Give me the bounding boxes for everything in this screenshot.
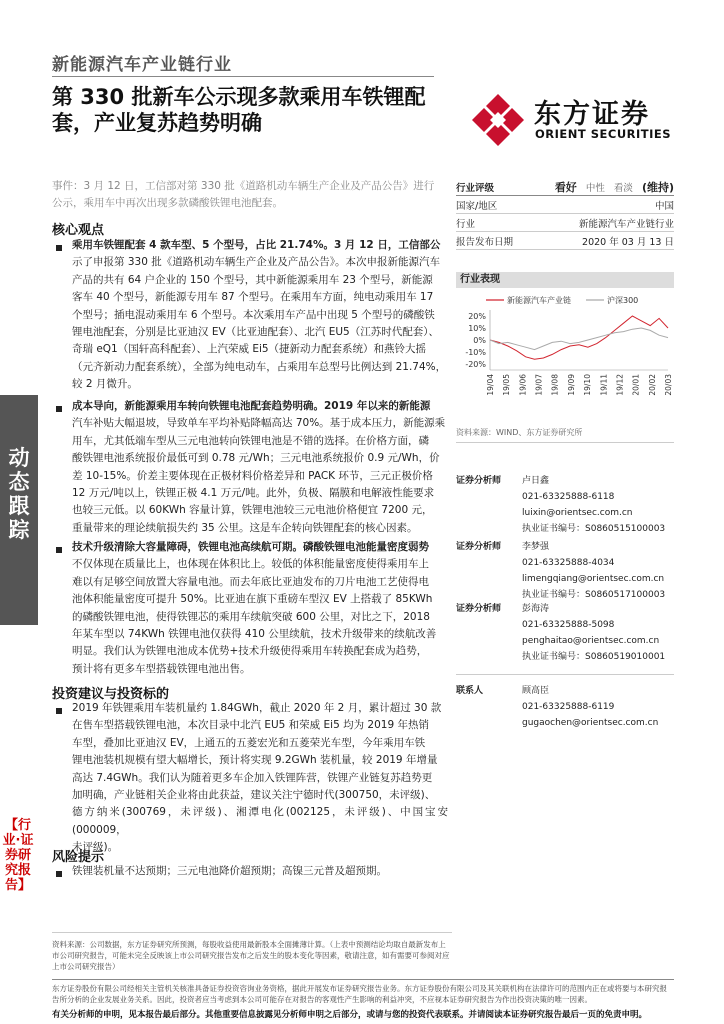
analyst-cert: 执业证书编号：S0860519010001 xyxy=(522,652,666,662)
bullet xyxy=(56,871,62,877)
x-tick-label: 20/01 xyxy=(631,374,641,396)
trend-heading: 行业表现 xyxy=(456,272,674,288)
analyst-email[interactable]: luixin@orientsec.com.cn xyxy=(522,508,633,518)
x-tick-label: 19/12 xyxy=(615,374,625,396)
core-paragraph-2: 成本导向，新能源乘用车转向铁锂电池配套趋势明确。2019 年以来的新能源 汽车补贴大幅退坡，导致单车平均补贴降幅高达 70%。基于成本压力，新能源乘 用车，尤其低端车型从三元电池转向铁锂电池是不错的选择。在价格方面，磷 酸铁锂电池系统报价最低可到 0.78 元/Wh；三元电池系统报价 0.9 元/Wh，价 差 10-15%。价差主要体现在正极材料价格差异和 PACK 环节，三元正极价格 12 万元/吨以上，铁锂正极 4.1 万元/吨。此外，负极、隔膜和电解液性能要求 也较三元低。以 60KWh 容量计算，铁锂电池较三元电池价格便宜 7200 元， 重量带来的理论续航损失约 35 公里。这是车企转向铁锂配套的核心因素。 xyxy=(72,400,446,534)
contact-email[interactable]: gugaochen@orientsec.com.cn xyxy=(522,718,659,728)
analyst-card xyxy=(456,602,674,662)
disclaimer: 东方证券股份有限公司经相关主管机关核准具备证券投资咨询业务资格，据此开展发布证券研究报告业务。东方证券股份有限公司及其关联机构在法律许可的范围内正在或将要与本研究报告所分析的企业发展业务关系。因此，投资者应当考虑到本公司可能存在对报告的客观性产生影响的利益冲突，不应视本证券研究报告为作出投资决策的唯一因素。 xyxy=(52,984,667,1004)
info-label: 行业 xyxy=(456,218,476,230)
contact-phone: 021-63325888-6119 xyxy=(522,702,615,712)
analyst-name: 卢日鑫 xyxy=(522,476,550,486)
analyst-phone: 021-63325888-5098 xyxy=(522,620,615,630)
rating-neutral: 中性 xyxy=(585,182,605,194)
y-tick-label: -20% xyxy=(465,360,486,369)
divider xyxy=(456,674,674,675)
bullet xyxy=(56,547,62,553)
side-report-label: 【行业·证券研究报告】 xyxy=(2,818,34,893)
rating-table xyxy=(456,178,674,250)
contact-card xyxy=(456,684,674,734)
event-text: 事件：3 月 12 日，工信部对第 330 批《道路机动车辆生产企业及产品公告》进行公示，乘用车中再次出现多款磷酸铁锂电池配套。 xyxy=(52,180,435,209)
industry-title: 新能源汽车产业链行业 xyxy=(52,55,232,75)
x-tick-label: 19/04 xyxy=(486,374,495,396)
core-paragraph-1: 乘用车铁锂配套 4 款车型、5 个型号，占比 21.74%。3 月 12 日，工信部公 示了申报第 330 批《道路机动车辆生产企业及产品公告》。本次申报新能源汽车 产品的共有 64 户企业的 150 个型号，其中新能源乘用车 23 个型号，新能源 客车 40 个型号，新能源专用车 87 个型号。在乘用车方面，纯电动乘用车 17 个型号；插电混动乘用车 6 个型号。本次乘用车产品中出现 5 个型号的磷酸铁 锂电池配套，分别是比亚迪汉 EV（比亚迪配套）、北汽 EU5（江苏时代配套）、 奇瑞 eQ1（国轩高科配套）、上汽荣威 Ei5（捷新动力配套系统）和燕铃大摇 （元齐新动力配套系统），全部为纯电动车，占乘用车总型号比例达到 21.74%， 较 2 月微升。 xyxy=(72,239,447,391)
y-tick-label: 0% xyxy=(473,336,486,345)
analyst-role: 证券分析师 xyxy=(456,604,502,614)
analyst-name: 彭海涛 xyxy=(522,604,550,614)
x-tick-label: 19/07 xyxy=(534,374,544,396)
info-row xyxy=(456,196,674,214)
analyst-role: 证券分析师 xyxy=(456,542,502,552)
industry-performance-chart xyxy=(456,290,674,410)
analyst-email[interactable]: limengqiang@orientsec.com.cn xyxy=(522,574,665,584)
analyst-card xyxy=(456,540,674,600)
legend-label: 沪深300 xyxy=(607,296,639,305)
bullet xyxy=(56,245,62,251)
info-label: 国家/地区 xyxy=(456,200,498,212)
rating-status: (维持) xyxy=(641,180,674,194)
y-tick-label: 10% xyxy=(468,324,486,333)
chart-source: 资料来源：WIND、东方证券研究所 xyxy=(456,428,583,437)
rating-positive: 看好 xyxy=(554,180,577,194)
risk-heading: 风险提示 xyxy=(52,850,105,865)
info-row xyxy=(456,232,674,250)
logo-text-cn: 东方证券 xyxy=(534,99,650,130)
rating-values xyxy=(549,179,674,195)
x-tick-label: 19/05 xyxy=(502,374,512,396)
x-tick-label: 20/02 xyxy=(647,374,657,396)
x-tick-label: 19/09 xyxy=(566,374,576,396)
y-tick-label: -10% xyxy=(465,348,486,357)
core-heading: 核心观点 xyxy=(52,223,105,238)
analyst-role: 证券分析师 xyxy=(456,476,502,486)
analyst-name: 李梦强 xyxy=(522,542,550,552)
info-row xyxy=(456,214,674,232)
invest-heading: 投资建议与投资标的 xyxy=(52,687,170,702)
analyst-cert: 执业证书编号：S0860517100003 xyxy=(522,590,666,600)
contact-name: 顾高臣 xyxy=(522,686,550,696)
divider xyxy=(52,979,674,980)
disclaimer-bottom: 有关分析师的申明，见本报告最后部分。其他重要信息披露见分析师申明之后部分，或请与您的投资代表联系。并请阅读本证券研究报告最后一页的免责申明。 xyxy=(52,1010,648,1020)
bullet xyxy=(56,406,62,412)
info-label: 报告发布日期 xyxy=(456,236,514,248)
info-value: 2020 年 03 月 13 日 xyxy=(582,236,674,248)
logo-text-en: ORIENT SECURITIES xyxy=(535,127,672,141)
core-paragraph-3: 技术升级清除大容量障碍，铁锂电池高续航可期。磷酸铁锂电池能量密度弱势 不仅体现在质量比上，也体现在体积比上。较低的体积能量密度使得乘用车上 难以有足够空间放置大容量电池。而去年底比亚迪发布的刀片电池工艺使得电 池体积能量密度可提升 50%。比亚迪在旗下重磅车型汉 EV 上搭载了 85KWh 的磷酸铁锂电池，使得铁锂芯的乘用车续航突破 600 公里，对比之下，2018 年某车型以 74KWh 铁锂电池仅获得 410 公里续航，技术升级带来的续航改善 明显。我们认为铁锂电池成本优势+技术升级使得乘用车转换配套成为趋势， 预计将有更多车型搭载铁锂电池出售。 xyxy=(72,541,437,675)
title-rule xyxy=(52,76,434,77)
x-tick-label: 20/03 xyxy=(664,374,673,396)
divider xyxy=(52,932,452,933)
legend-label: 新能源汽车产业链 xyxy=(507,296,571,305)
info-value: 新能源汽车产业链行业 xyxy=(578,218,674,230)
rating-row xyxy=(456,178,674,196)
x-tick-label: 19/11 xyxy=(599,374,609,396)
x-tick-label: 19/10 xyxy=(583,374,593,396)
invest-paragraph: 2019 年铁锂乘用车装机量约 1.84GWh，截止 2020 年 2 月，累计超过 30 款 在售车型搭载铁锂电池，本次目录中北汽 EU5 和荣威 Ei5 均为 2019 年热销 车型，叠加比亚迪汉 EV，上通五的五菱宏光和五菱荣光车型，今年乘用车铁 锂电池装机规模有望大幅增长，预计将实现 9.2GWh 装机量，较 2019 年增量 高达 7.4GWh。我们认为随着更多车企加入铁锂阵营，铁锂产业链复苏趋势更 加明确，产业链相关企业将由此获益，建议关注宁德时代(300750，未评级)、 德方纳米(300769，未评级)、湘潭电化(002125，未评级)、中国宝安(000009， 未评级)。 xyxy=(72,702,448,854)
analyst-cert: 执业证书编号：S0860515100003 xyxy=(522,524,666,534)
orient-logo-icon xyxy=(470,92,526,148)
side-tag: 动态跟踪 xyxy=(8,446,30,542)
x-tick-label: 19/06 xyxy=(518,374,528,396)
analyst-phone: 021-63325888-4034 xyxy=(522,558,615,568)
analyst-email[interactable]: penghaitao@orientsec.com.cn xyxy=(522,636,660,646)
y-tick-label: 20% xyxy=(468,312,486,321)
bullet xyxy=(56,708,62,714)
analyst-phone: 021-63325888-6118 xyxy=(522,492,615,502)
data-source-note: 资料来源：公司数据，东方证券研究所预测，每股收益使用最新股本全面摊薄计算。（上表中预测结论均取自最新发布上市公司研究报告，可能未完全反映该上市公司研究报告发布之后发生的股本变化等因素，敬请注意，如有需要可参阅对应上市公司研究报告） xyxy=(52,940,450,971)
rating-label: 行业评级 xyxy=(456,182,495,194)
contact-role: 联系人 xyxy=(456,686,484,696)
series-line xyxy=(490,316,668,359)
risk-text: 铁锂装机量不达预期；三元电池降价超预期；高镍三元普及超预期。 xyxy=(72,865,387,877)
rating-negative: 看淡 xyxy=(613,182,633,194)
divider xyxy=(456,442,674,443)
report-title: 第 330 批新车公示现多款乘用车铁锂配套，产业复苏趋势明确 xyxy=(52,85,426,135)
series-line xyxy=(490,328,668,350)
info-value: 中国 xyxy=(654,200,674,212)
x-tick-label: 19/08 xyxy=(550,374,560,396)
analyst-card xyxy=(456,474,674,534)
